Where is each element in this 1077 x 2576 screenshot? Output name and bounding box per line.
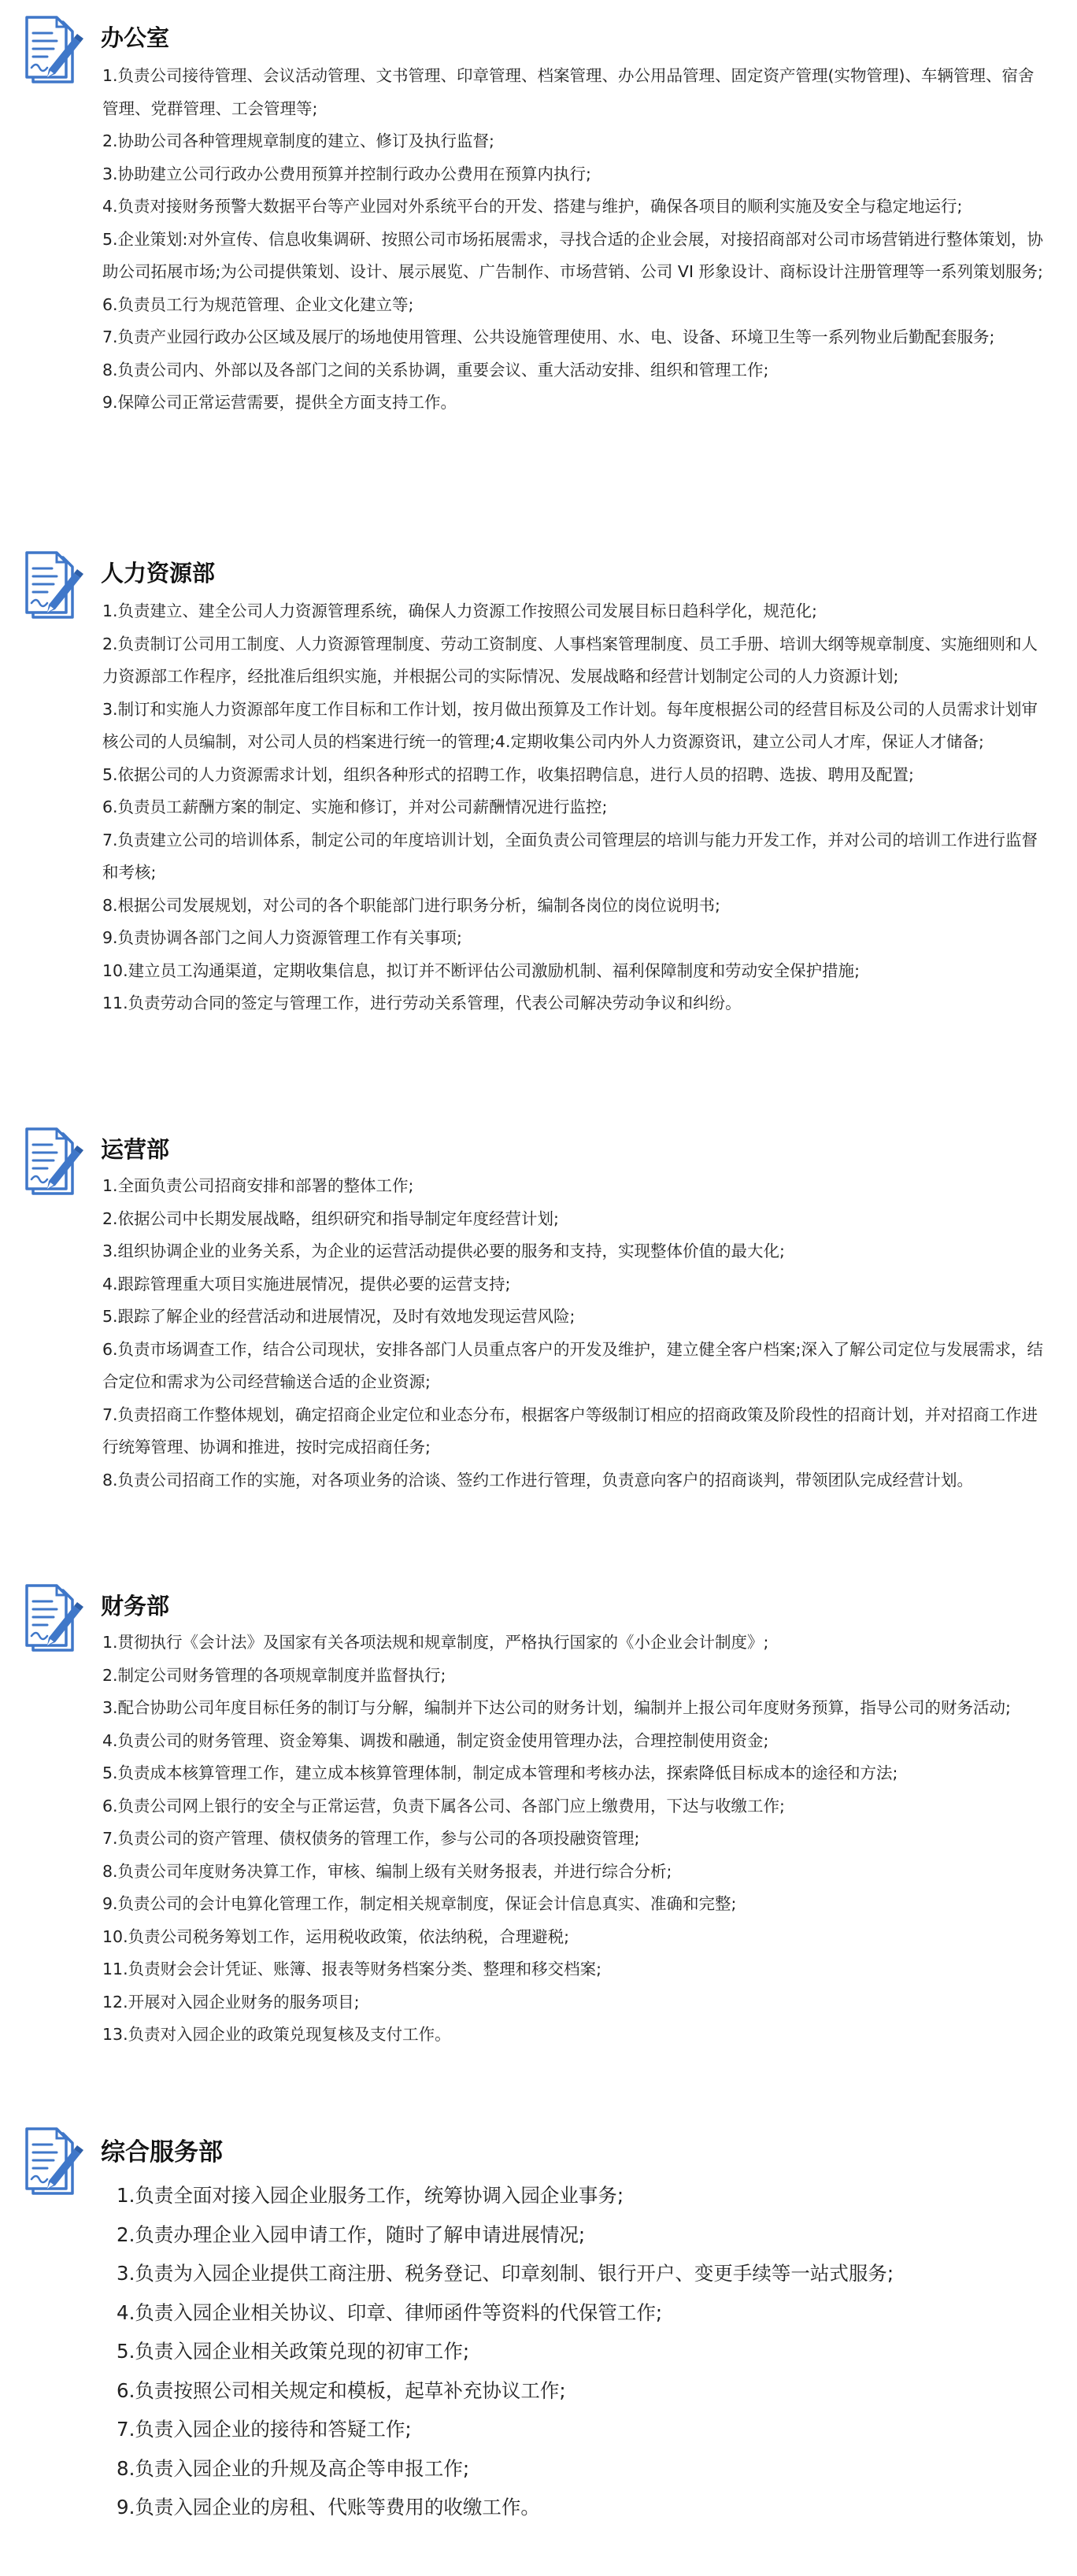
list-item: 6.负责员工薪酬方案的制定、实施和修订，并对公司薪酬情况进行监控; [102,798,608,816]
list-item: 5.依据公司的人力资源需求计划，组织各种形式的招聘工作，收集招聘信息，进行人员的招聘、选拔、聘用及配置; [102,764,914,784]
list-item: 7.负责产业园行政办公区域及展厅的场地使用管理、公共设施管理使用、水、电、设备、环境卫生等一系列物业后勤配套服务; [102,328,995,346]
list-item: 4.负责入园企业相关协议、印章、律师函件等资料的代保管工作; [117,2300,663,2324]
item-list [102,1170,1046,1497]
section-title: 人力资源部 [101,560,216,587]
list-item: 11.负责劳动合同的签定与管理工作，进行劳动关系管理，代表公司解决劳动争议和纠纷。 [102,994,742,1012]
list-item: 2.负责办理企业入园申请工作，随时了解申请进展情况; [117,2223,586,2246]
section-title: 财务部 [101,1593,170,1619]
list-item: 5.跟踪了解企业的经营活动和进展情况，及时有效地发现运营风险; [102,1307,576,1326]
list-item: 6.负责员工行为规范管理、企业文化建立等; [102,294,414,314]
list-item: 12.开展对入园企业财务的服务项目; [102,1992,360,2012]
list-item: 6.负责公司网上银行的安全与正常运营，负责下属各公司、各部门应上缴费用，下达与收缴工作; [102,1796,785,1815]
list-item: 7.负责公司的资产管理、债权债务的管理工作，参与公司的各项投融资管理; [102,1829,640,1848]
list-item: 11.负责财会会计凭证、账簿、报表等财务档案分类、整理和移交档案; [102,1960,602,1978]
list-item: 6.负责市场调查工作，结合公司现状，安排各部门人员重点客户的开发及维护，建立健全客户档案;深入了解公司定位与发展需求，结合定位和需求为公司经营输送合适的企业资源; [102,1339,1043,1391]
list-item: 3.配合协助公司年度目标任务的制订与分解，编制并下达公司的财务计划，编制并上报公司年度财务预算，指导公司的财务活动; [102,1698,1011,1717]
list-item: 1.负责建立、建全公司人力资源管理系统，确保人力资源工作按照公司发展目标日趋科学化，规范化; [102,601,817,620]
list-item: 4.跟踪管理重大项目实施进展情况，提供必要的运营支持; [102,1274,511,1294]
list-item: 1.负责公司接待管理、会议活动管理、文书管理、印章管理、档案管理、办公用品管理、固定资产管理(实物管理)、车辆管理、宿舍管理、党群管理、工会管理等; [102,66,1034,118]
list-item: 3.协助建立公司行政办公费用预算并控制行政办公费用在预算内执行; [102,164,591,183]
list-item: 8.负责公司内、外部以及各部门之间的关系协调，重要会议、重大活动安排、组织和管理工作; [102,360,769,379]
list-item: 7.负责建立公司的培训体系，制定公司的年度培训计划，全面负责公司管理层的培训与能力开发工作，并对公司的培训工作进行监督和考核; [102,830,1038,882]
item-list [117,2176,1046,2527]
list-item: 9.负责公司的会计电算化管理工作，制定相关规章制度，保证会计信息真实、准确和完整; [102,1894,737,1913]
list-item: 10.负责公司税务筹划工作，运用税收政策，依法纳税，合理避税; [102,1926,570,1946]
section-title: 综合服务部 [101,2138,223,2167]
list-item: 4.负责公司的财务管理、资金筹集、调拨和融通，制定资金使用管理办法，合理控制使用资金; [102,1730,769,1750]
list-item: 3.制订和实施人力资源部年度工作目标和工作计划，按月做出预算及工作计划。每年度根据公司的经营目标及公司的人员需求计划审核公司的人员编制，对公司人员的档案进行统一的管理;4.定期收集公司内外人力资源资讯，建立公司人才库，保证人才储备; [102,699,1038,751]
list-item: 3.负责为入园企业提供工商注册、税务登记、印章刻制、银行开户、变更手续等一站式服务; [117,2262,894,2285]
list-item: 9.负责入园企业的房租、代账等费用的收缴工作。 [117,2496,540,2519]
item-list [102,595,1046,1020]
list-item: 1.负责全面对接入园企业服务工作，统筹协调入园企业事务; [117,2184,624,2207]
list-item: 2.负责制订公司用工制度、人力资源管理制度、劳动工资制度、人事档案管理制度、员工手册、培训大纲等规章制度、实施细则和人力资源部工作程序，经批准后组织实施，并根据公司的实际情况、发展战略和经营计划制定公司的人力资源计划; [102,634,1038,686]
item-list [102,60,1046,420]
item-list [102,1627,1046,2052]
list-item: 1.贯彻执行《会计法》及国家有关各项法规和规章制度，严格执行国家的《小企业会计制度》; [102,1633,769,1652]
document-pen-icon [22,1126,85,1198]
list-item: 5.负责成本核算管理工作，建立成本核算管理体制，制定成本管理和考核办法，探索降低目标成本的途径和方法; [102,1764,898,1782]
list-item: 9.保障公司正常运营需要，提供全方面支持工作。 [102,393,457,412]
document-pen-icon [22,2126,85,2198]
document-pen-icon [22,1582,85,1655]
list-item: 2.依据公司中长期发展战略，组织研究和指导制定年度经营计划; [102,1208,559,1228]
section-title: 办公室 [101,24,170,51]
list-item: 8.负责公司招商工作的实施，对各项业务的洽谈、签约工作进行管理，负责意向客户的招商谈判，带领团队完成经营计划。 [102,1470,974,1490]
list-item: 2.制定公司财务管理的各项规章制度并监督执行; [102,1665,446,1685]
list-item: 4.负责对接财务预警大数据平台等产业园对外系统平台的开发、搭建与维护，确保各项目的顺利实施及安全与稳定地运行; [102,197,963,216]
list-item: 8.根据公司发展规划，对公司的各个职能部门进行职务分析，编制各岗位的岗位说明书; [102,895,720,915]
document-pen-icon [22,14,85,87]
list-item: 7.负责入园企业的接待和答疑工作; [117,2418,412,2441]
document-pen-icon [22,550,85,622]
list-item: 1.全面负责公司招商安排和部署的整体工作; [102,1176,414,1195]
list-item: 9.负责协调各部门之间人力资源管理工作有关事项; [102,928,462,947]
list-item: 7.负责招商工作整体规划，确定招商企业定位和业态分布，根据客户等级制订相应的招商政策及阶段性的招商计划，并对招商工作进行统筹管理、协调和推进，按时完成招商任务; [102,1405,1038,1456]
list-item: 10.建立员工沟通渠道，定期收集信息，拟订并不断评估公司激励机制、福利保障制度和劳动安全保护措施; [102,960,860,980]
list-item: 3.组织协调企业的业务关系，为企业的运营活动提供必要的服务和支持，实现整体价值的最大化; [102,1242,785,1260]
list-item: 13.负责对入园企业的政策兑现复核及支付工作。 [102,2025,451,2044]
list-item: 5.负责入园企业相关政策兑现的初审工作; [117,2340,470,2363]
list-item: 8.负责公司年度财务决算工作，审核、编制上级有关财务报表，并进行综合分析; [102,1861,672,1881]
section-title: 运营部 [101,1136,170,1163]
list-item: 2.协助公司各种管理规章制度的建立、修订及执行监督; [102,131,494,150]
list-item: 6.负责按照公司相关规定和模板，起草补充协议工作; [117,2378,566,2402]
list-item: 5.企业策划:对外宣传、信息收集调研、按照公司市场拓展需求，寻找合适的企业会展，对接招商部对公司市场营销进行整体策划，协助公司拓展市场;为公司提供策划、设计、展示展览、广告制作、市场营销、公司 VI 形象设计、商标设计注册管理等一系列策划服务; [102,229,1043,281]
list-item: 8.负责入园企业的升规及高企等申报工作; [117,2456,470,2480]
